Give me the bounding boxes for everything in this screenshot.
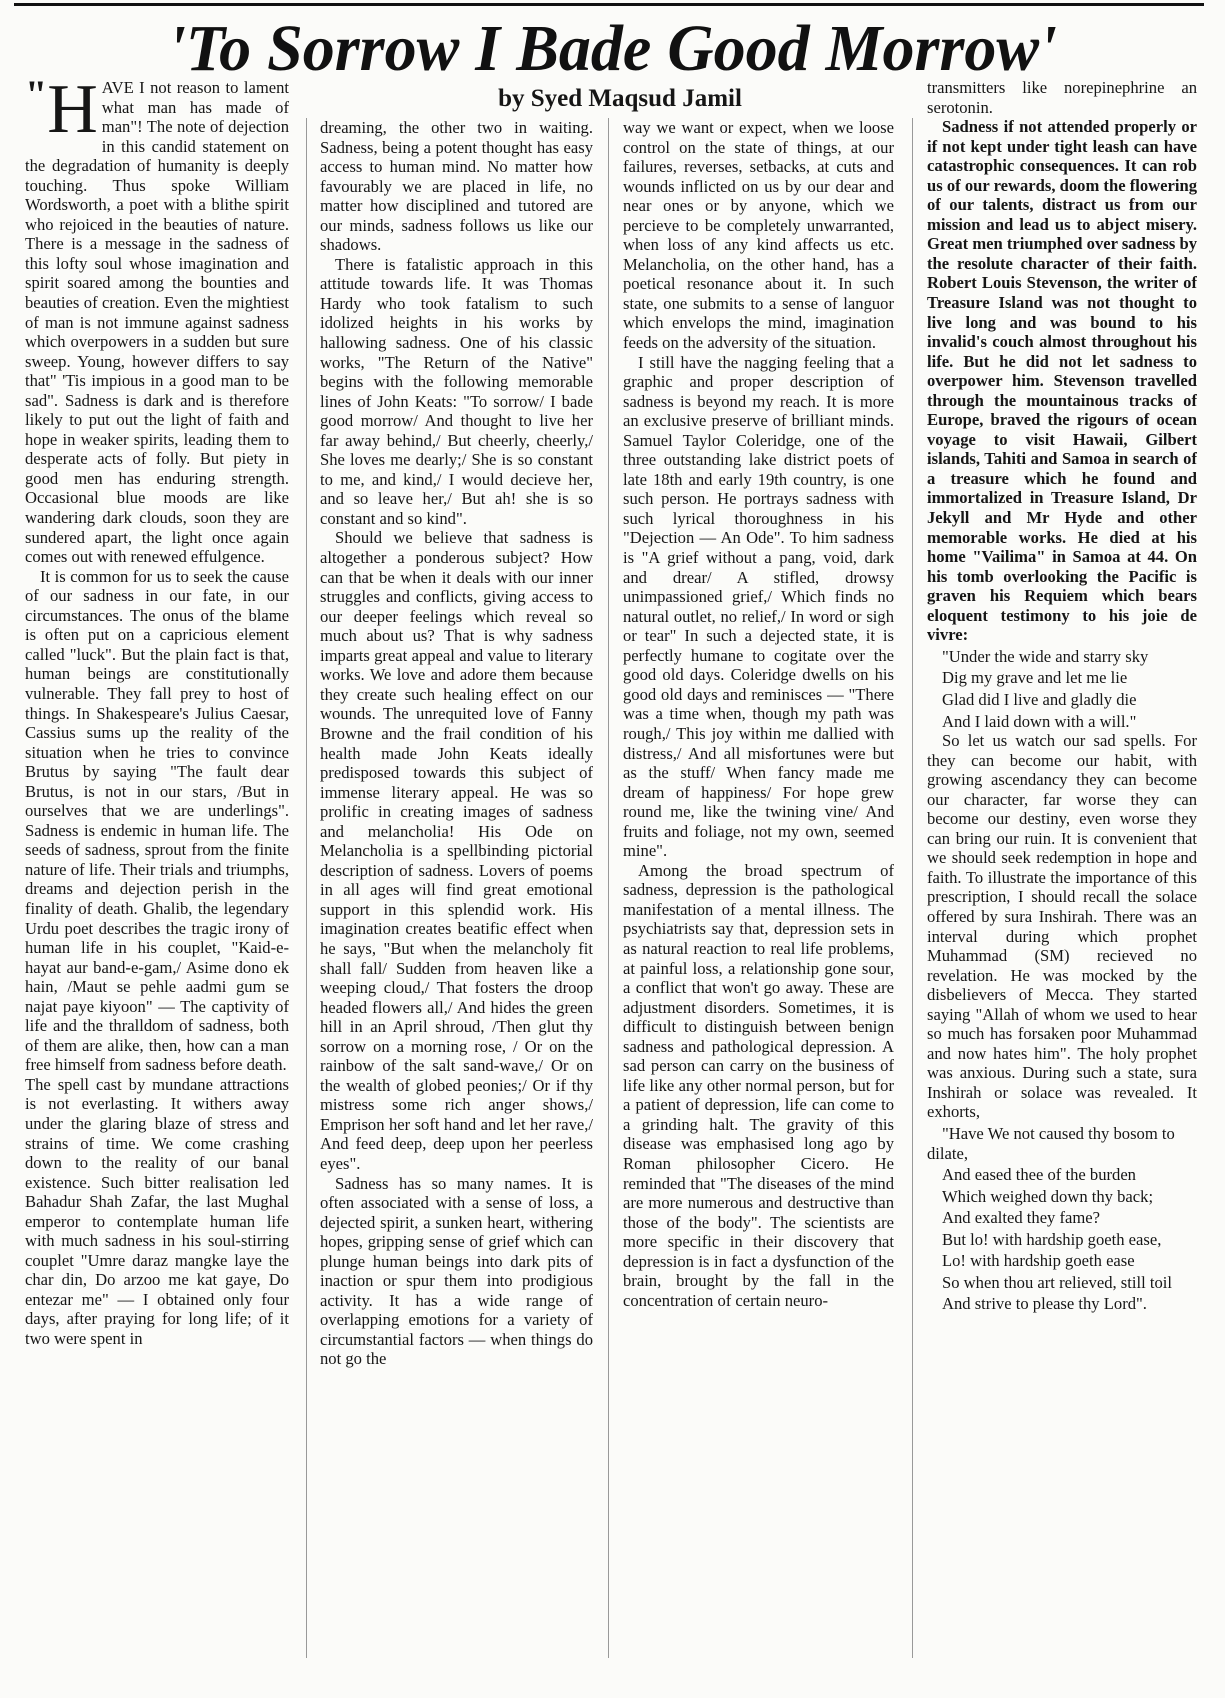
paragraph: Should we believe that sadness is altogether a ponderous subject? How can that be when it deals with our inner struggles and conflicts, giving access to our deeper feelings which reveal so much about us? That is why sadness imparts great appeal and value to literary works. We love and adore them because they create such healing effect on our wounds. The unrequited love of Fanny Browne and the frail condition of his health made John Keats ideally predisposed towards this subject of immense literary appeal. He was so prolific in creating images of sadness and melancholia! His Ode on Melancholia is a spellbinding pictorial description of sadness. Lovers of poems in all ages will find great emotional support in this splendid work. His imagination creates beatific effect when he says, "But when the melancholy fit shall fall/ Sudden from heaven like a weeping cloud,/ That fosters the droop headed flowers all,/ And hides the green hill in an April shroud, /Then glut thy sorrow on a morning rose, / Or on the rainbow of the salt sand-wave,/ Or on the wealth of globed peonies;/ Or if thy mistress some rich anger shows,/ Emprison her soft hand and let her rave,/ And feed deep, deep upon her peerless eyes".	[320, 528, 593, 1173]
column-3	[623, 118, 894, 1698]
paragraph: dreaming, the other two in waiting. Sadness, being a potent thought has easy access to human mind. No matter how favourably we are placed in life, no matter how disciplined and tutored are our minds, sadness follows us like our shadows.	[320, 118, 593, 255]
paragraph: I still have the nagging feeling that a graphic and proper description of sadness is beyond my reach. It is more an exclusive preserve of brilliant minds. Samuel Taylor Coleridge, one of the three outstanding lake district poets of late 18th and early 19th country, is one such person. He portrays sadness with such lyrical thoroughness in his "Dejection — An Ode". To him sadness is "A grief without a pang, void, dark and drear/ A stifled, drowsy unimpassioned grief,/ Which finds no natural outlet, no relief,/ In word or sigh or tear" In such a dejected state, it is perfectly humane to cogitate over the good old days. Coleridge dwells on his good old days and reminisces — "There was a time when, though my path was rough,/ This joy within me dallied with distress,/ And all misfortunes were but as the stuff/ When fancy made me dream of happiness/ For hope grew round me, like the twining vine/ And fruits and foliage, not my own, seemed mine".	[623, 352, 894, 861]
poem-line: "Under the wide and starry sky	[942, 646, 1149, 666]
paragraph: Sadness if not attended properly or if not kept under tight leash can have catastrophic consequences. It can rob us of our rewards, doom the flowering of our talents, distract us from our mission and lead us to abject misery. Great men triumphed over sadness by the resolute character of their faith. Robert Louis Stevenson, the writer of Treasure Island was not thought to live long and was bound to his invalid's couch almost throughout his life. But he did not let sadness to overpower him. Stevenson travelled through the mountainous tracks of Europe, braved the rigours of ocean voyage to visit Hawaii, Gilbert islands, Tahiti and Samoa in search of a treasure which he found and immortalized in Treasure Island, Dr Jekyll and Mr Hyde and other memorable works. He died at his home "Vailima" in Samoa at 44. On his tomb overlooking the Pacific is graven his Requiem which bears eloquent testimony to his joie de vivre:	[927, 117, 1197, 645]
column-4	[927, 78, 1197, 1658]
poem-line: "Have We not caused thy bosom to dilate,	[927, 1123, 1175, 1163]
poem-line: Lo! with hardship goeth ease	[942, 1251, 1135, 1271]
paragraph: It is common for us to seek the cause of our sadness in our fate, in our circumstances. The onus of the blame is often put on a capricious element called "luck". But the plain fact is that, human beings are constitutionally vulnerable. They fall prey to host of things. In Shakespeare's Julius Caesar, Cassius sums up the reality of the situation when he tries to convince Brutus by saying "The fault dear Brutus, is not in our stars, /But in ourselves that we are underlings". Sadness is endemic in human life. The seeds of sadness, sprout from the finite nature of life. Their trials and triumphs, dreams and dejection perish in the finality of death. Ghalib, the legendary Urdu poet describes the tragic irony of human life in his couplet, "Kaid-e-hayat aur band-e-gam,/ Asime dono ek hain, /Maut se pehle aadmi gum se najat paye kiyoon" — The captivity of life and the thralldom of sadness, both of them are alike, then, how can a man free himself from sadness before death.	[25, 566, 289, 1075]
open-quote-glyph: "	[25, 78, 48, 117]
column-rule	[912, 118, 913, 1658]
poem-line: Dig my grave and let me lie	[942, 668, 1128, 688]
poem-line: Which weighed down thy back;	[942, 1186, 1154, 1206]
paragraph: So let us watch our sad spells. For they can become our habit, with growing ascendancy they can become our character, far worse they can become our destiny, even worse they can bring our ruin. It is convenient that we should seek redemption in hope and faith. To illustrate the importance of this prescription, I should recall the solace offered by sura Inshirah. There was an interval during which prophet Muhammad (SM) recieved no revelation. He was mocked by the disbelievers of Mecca. They started saying "Allah of whom we used to hear so much has forsaken poor Muhammad and now hates him". The holy prophet was anxious. During such a state, sura Inshirah or solace was revealed. It exhorts,	[927, 731, 1197, 1122]
paragraph: Sadness has so many names. It is often associated with a sense of loss, a dejected spirit, a sunken heart, withering hopes, gripping sense of grief which can plunge human beings into dark pits of inaction or spur them into prodigious activity. It has a wide range of overlapping emotions for a variety of circumstantial factors — when things do not go the	[320, 1173, 593, 1369]
article-byline: by Syed Maqsud Jamil	[498, 85, 742, 112]
paragraph: There is fatalistic approach in this attitude towards life. It was Thomas Hardy who took fatalism to such idolized heights in his works by hallowing sadness. One of his classic works, "The Return of the Native" begins with the following memorable lines of John Keats: "To sorrow/ I bade good morrow/ And thought to live her far away behind,/ But cheerly, cheerly,/ She loves me dearly;/ She is so constant to me, and kind,/ I would decieve her, and so leave her,/ But ah! she is so constant and so kind".	[320, 254, 593, 528]
paragraph: way we want or expect, when we loose control on the state of things, at our failures, reverses, setbacks, at cuts and wounds inflicted on us by our dear and near ones or by anyone, which we percieve to be completely unwarranted, when loss of any kind affects us etc. Melancholia, on the other hand, has a poetical resonance about it. In such state, one submits to a sense of languor which envelops the mind, imagination feeds on the adversity of the situation.	[623, 118, 894, 353]
poem-line: And eased thee of the burden	[942, 1165, 1136, 1185]
paragraph: Among the broad spectrum of sadness, depression is the pathological manifestation of a mental illness. The psychiatrists say that, depression sets in as natural reaction to real life problems, at painful loss, a relationship gone sour, a conflict that won't go away. These are adjustment disorders. Sometimes, it is difficult to distinguish between benign sadness and pathological depression. A sad person can carry on the business of life like any other normal person, but for a patient of depression, life can come to a grinding halt. The gravity of this disease was emphasised long ago by Roman philosopher Cicero. He reminded that "The diseases of the mind are more numerous and destructive than those of the body". The scientists are more specific in their discovery that depression is in fact a dysfunction of the brain, brought by the fall in the concentration of certain neuro-	[623, 860, 894, 1310]
column-2	[320, 118, 593, 1698]
poem-line: Glad did I live and gladly die	[942, 689, 1137, 709]
column-rule	[306, 118, 307, 1658]
paragraph: The spell cast by mundane attractions is not everlasting. It withers away under the glaring blaze of stress and strains of time. We come crashing down to the reality of our banal existence. Such bitter realisation led Bahadur Shah Zafar, the last Mughal emperor to contemplate human life with much sadness in his soul-stirring couplet "Umre daraz mangke laye the char din, Do arzoo me kat gaye, Do entezar me" — I obtained only four days, after praying for long life; of it two were spent in	[25, 1074, 289, 1348]
poem-line: But lo! with hardship goeth ease,	[942, 1229, 1162, 1249]
poem-line: And strive to please thy Lord".	[942, 1294, 1147, 1314]
paragraph: transmitters like norepinephrine an serotonin.	[927, 78, 1197, 117]
poem-line: So when thou art relieved, still toil	[942, 1272, 1172, 1292]
drop-cap-H: H	[47, 78, 98, 148]
poem-line: And exalted they fame?	[942, 1208, 1101, 1228]
column-rule	[608, 118, 609, 1658]
paragraph: " H AVE I not reason to lament what man has made of man"! The note of dejection in this candid statement on the degradation of humanity is deeply touching. Thus spoke William Wordsworth, a poet with a blithe spirit who rejoiced in the beauties of nature. There is a message in the sadness of this lofty soul whose imagination and spirit soared among the bounties and beauties of creation. Even the mightiest of man is not immune against sadness which overpowers in a sudden but sure sweep. Young, however differs to say that" 'Tis impious in a good man to be sad". Sadness is dark and is therefore likely to put out the light of faith and hope in weaker spirits, leading them to desperate acts of folly. But piety in good men has enduring strength. Occasional blue moods are like wandering dark clouds, soon they are sundered apart, the light once again comes out with renewed effulgence.	[25, 78, 289, 567]
poem-line: And I laid down with a will."	[942, 711, 1137, 731]
article-title: 'To Sorrow I Bade Good Morrow'	[168, 12, 1057, 85]
top-rule	[14, 3, 1204, 6]
column-1	[25, 78, 289, 1658]
